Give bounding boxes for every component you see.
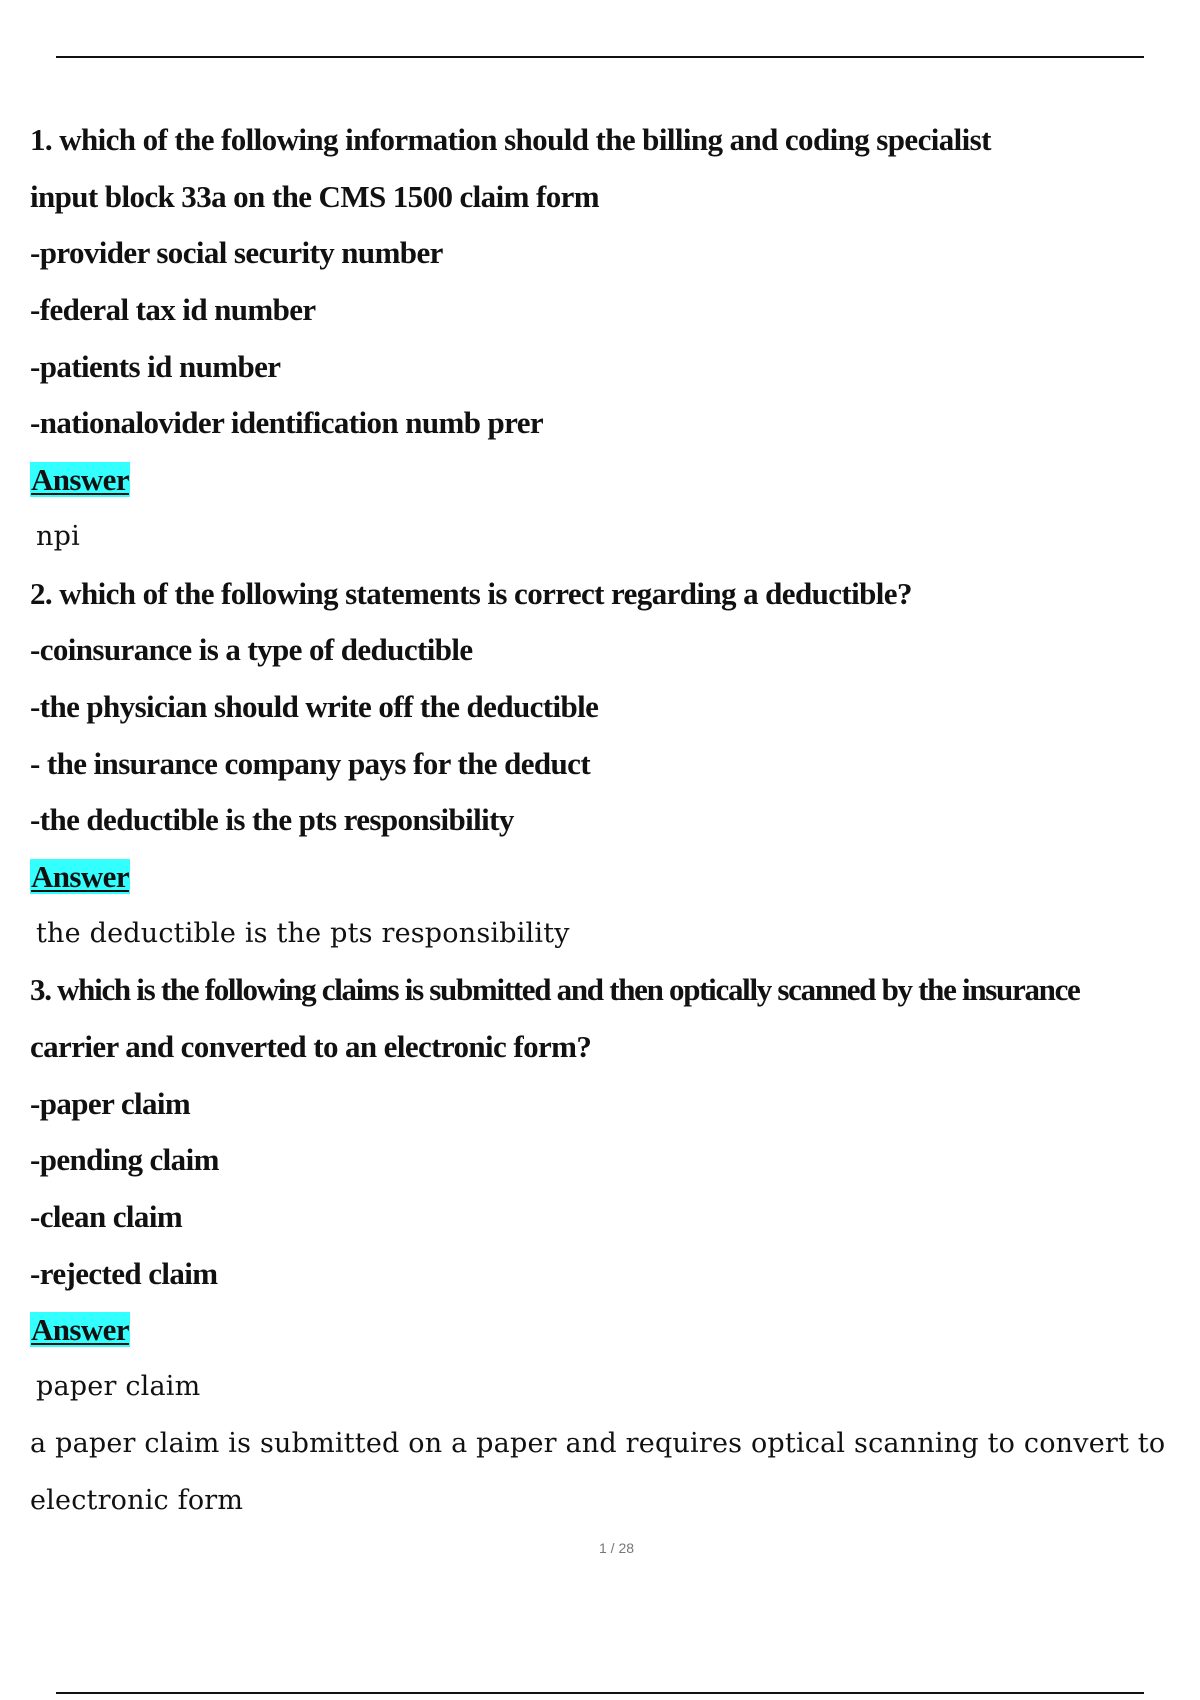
option-item: -rejected claim (30, 1255, 218, 1291)
option-item: -provider social security number (30, 235, 443, 271)
question-block-3 (30, 962, 1190, 1529)
answer-text: paper claim (36, 1371, 201, 1403)
option-item: -clean claim (30, 1199, 183, 1235)
option-item: -coinsurance is a type of deductible (30, 632, 473, 668)
question-text: 3. which is the following claims is submitted and then optically scanned by the insurance (30, 972, 1080, 1008)
answer-label: Answer (31, 462, 129, 498)
question-text: carrier and converted to an electronic form? (30, 1029, 592, 1064)
top-rule (56, 56, 1144, 58)
document-body (30, 112, 1190, 1529)
answer-label: Answer (31, 858, 129, 894)
answer-label-row (30, 452, 1190, 509)
explanation-text: electronic form (30, 1484, 244, 1516)
option-item: -paper claim (30, 1085, 191, 1121)
explanation-text: a paper claim is submitted on a paper and requires optical scanning to convert to (30, 1427, 1166, 1459)
option-item: -the deductible is the pts responsibility (30, 802, 514, 838)
option-item: -federal tax id number (30, 292, 316, 328)
page-indicator: 1 / 28 (598, 1540, 635, 1556)
option-item: -patients id number (30, 348, 281, 384)
answer-label: Answer (31, 1312, 129, 1348)
question-text: 2. which of the following statements is correct regarding a deductible? (30, 575, 912, 611)
answer-label-row (30, 1302, 1190, 1359)
option-item: -nationalovider identification numb prer (30, 405, 544, 441)
option-item: -pending claim (30, 1142, 219, 1178)
answer-text: the deductible is the pts responsibility (36, 917, 570, 949)
answer-text: npi (36, 520, 80, 552)
question-block-2 (30, 566, 1190, 963)
answer-label-row (30, 849, 1190, 906)
option-item: - the insurance company pays for the deduct (30, 745, 591, 781)
question-text: 1. which of the following information should the billing and coding specialist (30, 122, 991, 157)
bottom-rule (56, 1692, 1144, 1694)
option-item: -the physician should write off the deductible (30, 688, 599, 724)
question-block-1 (30, 112, 1190, 566)
question-text: input block 33a on the CMS 1500 claim form (30, 178, 599, 214)
